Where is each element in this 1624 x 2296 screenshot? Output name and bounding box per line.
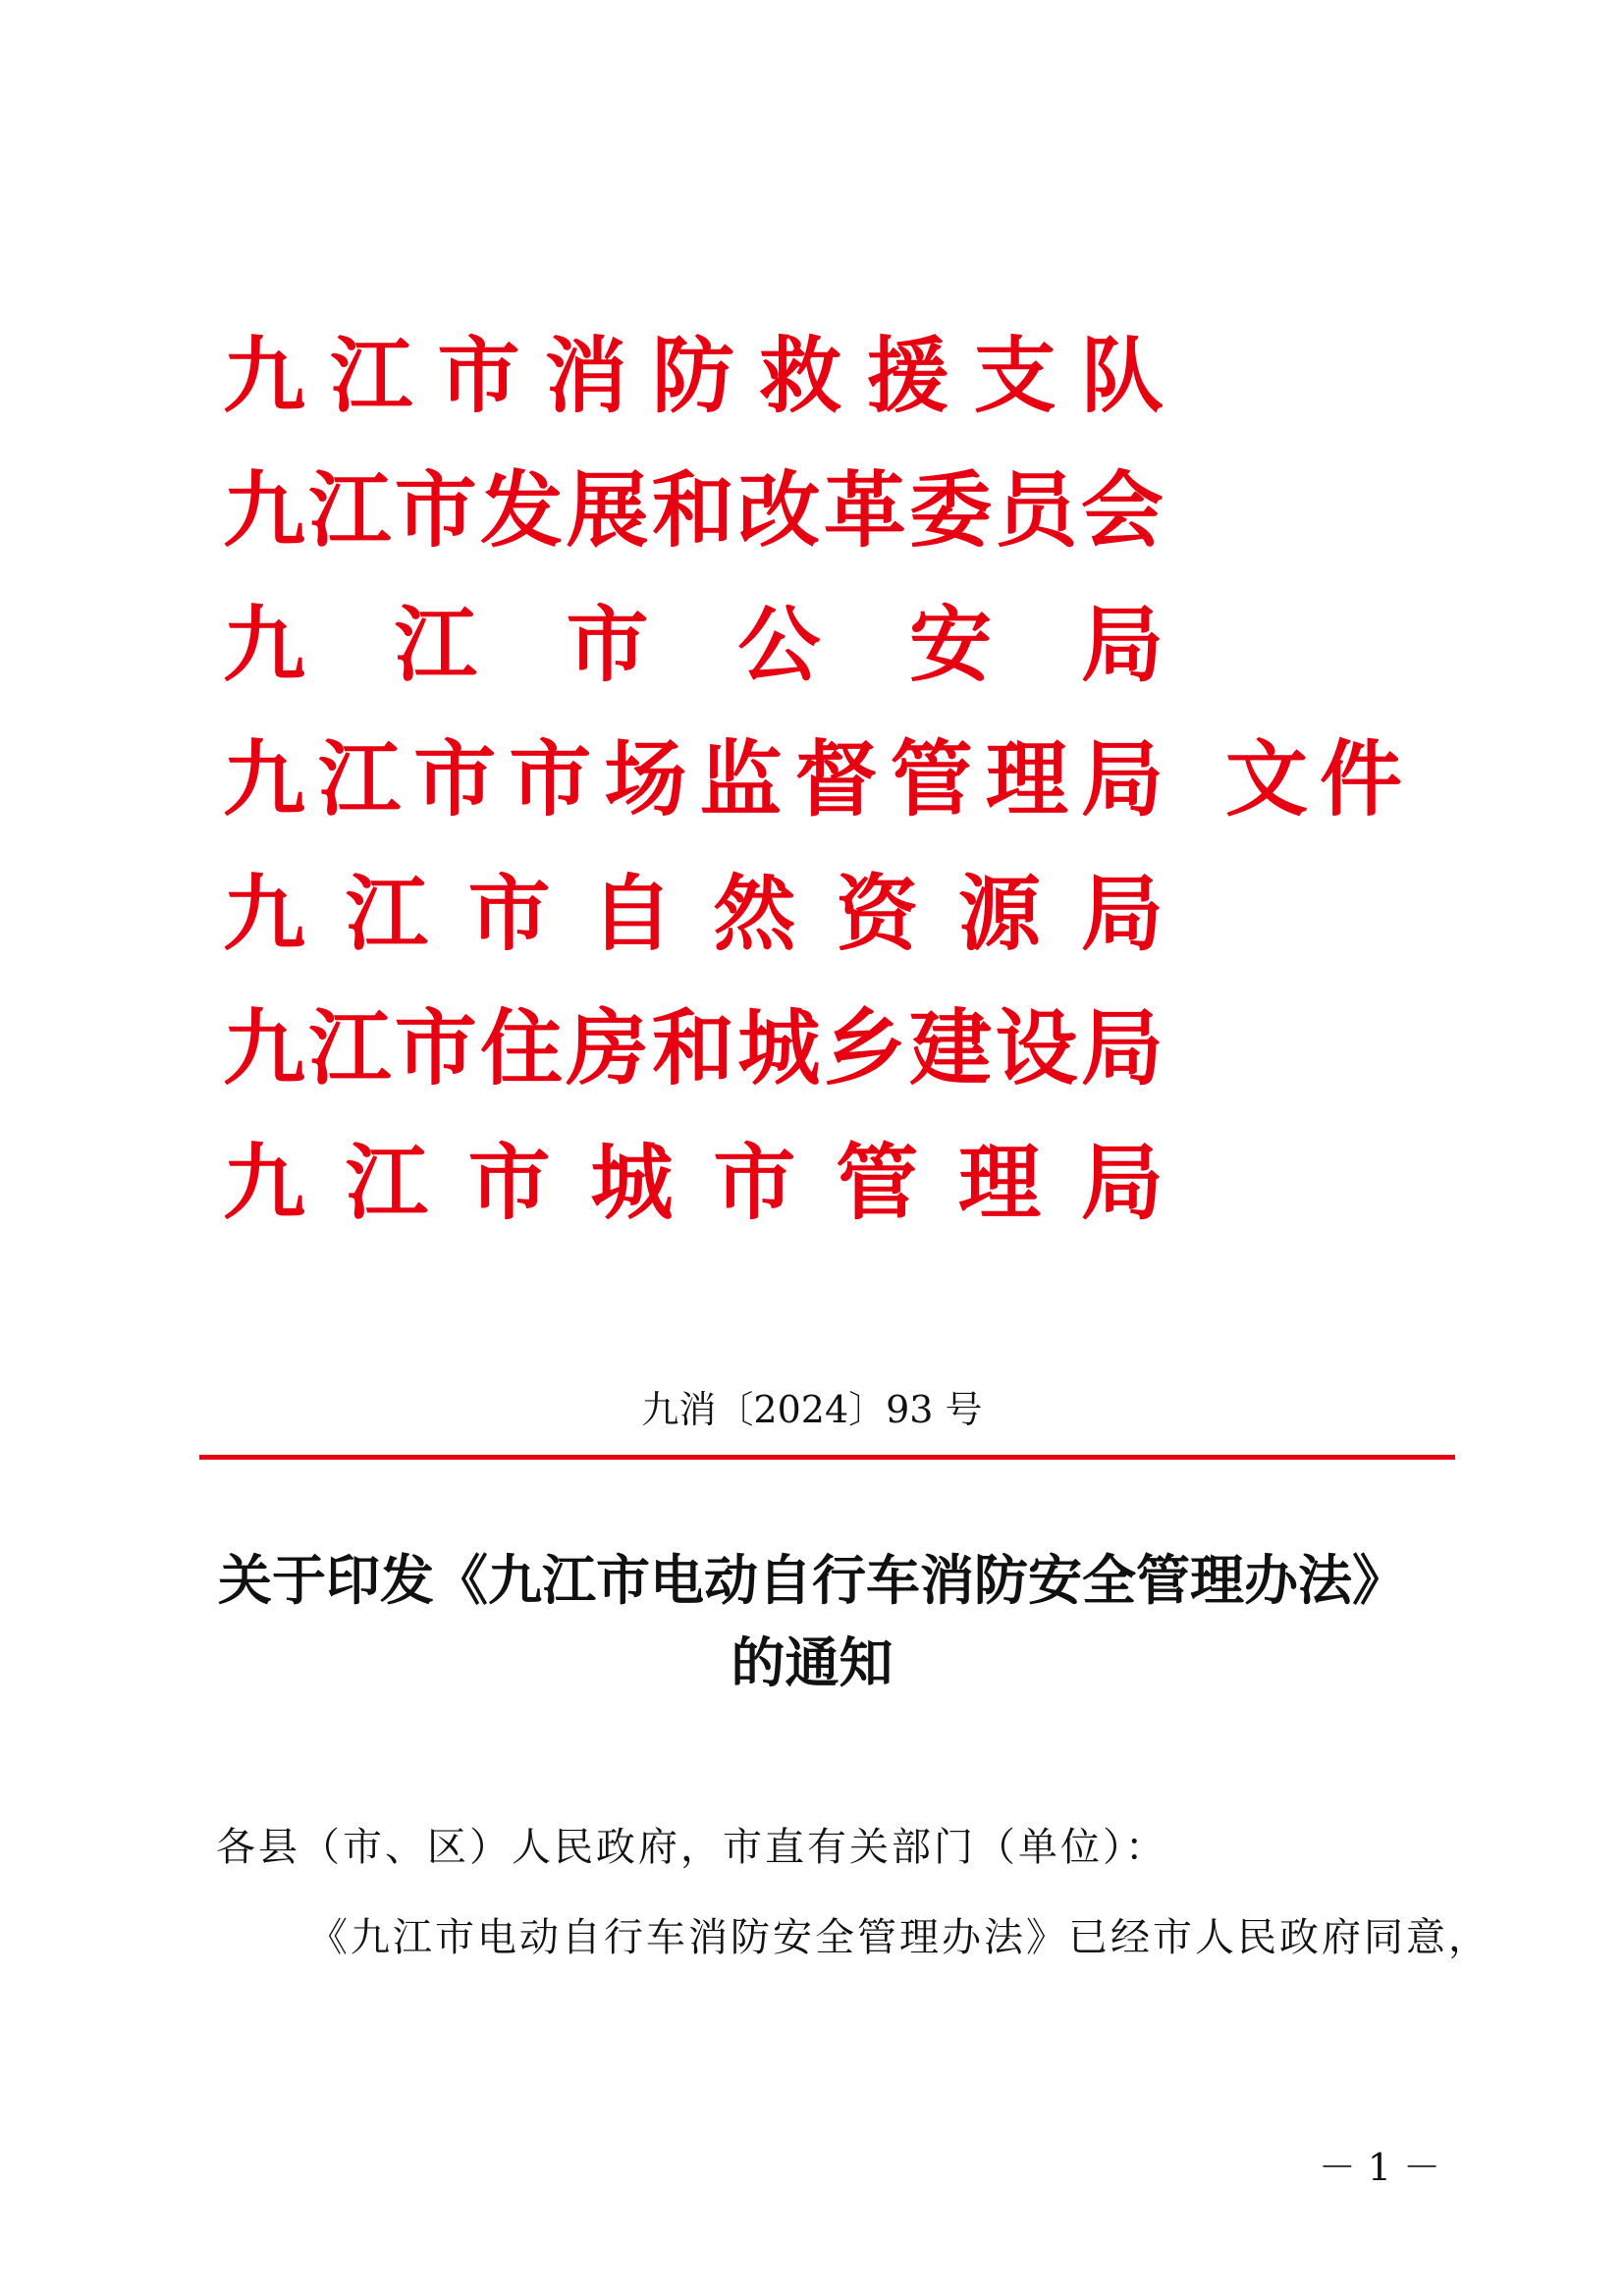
issuer-character: 市 xyxy=(713,1134,796,1231)
issuer-character: 市 xyxy=(566,596,649,693)
issuer-character: 资 xyxy=(836,865,919,962)
issuer-character: 自 xyxy=(590,865,674,962)
issuer-character: 江 xyxy=(345,865,428,962)
issuer-character: 局 xyxy=(1080,730,1164,828)
issuer-line xyxy=(222,856,1164,972)
issuer-character: 市 xyxy=(509,730,592,828)
issuer-character: 房 xyxy=(566,999,649,1096)
issuer-line xyxy=(222,1125,1164,1241)
issuer-line xyxy=(222,990,1164,1106)
issuer-line xyxy=(222,318,1164,434)
issuer-character: 员 xyxy=(995,461,1078,559)
issuer-character: 江 xyxy=(308,999,392,1096)
issuer-character: 展 xyxy=(566,461,649,559)
issuer-character: 九 xyxy=(222,999,305,1096)
issuer-character: 安 xyxy=(909,596,993,693)
issuer-character: 市 xyxy=(437,327,520,424)
document-title-line-2: 的通知 xyxy=(731,1630,893,1694)
issuer-character: 市 xyxy=(394,999,477,1096)
red-divider-line xyxy=(199,1455,1455,1460)
issuer-character: 九 xyxy=(222,865,305,962)
issuer-character: 公 xyxy=(737,596,821,693)
issuer-character: 局 xyxy=(1080,596,1164,693)
issuer-character: 革 xyxy=(823,461,906,559)
issuer-character: 市 xyxy=(467,865,551,962)
issuer-line xyxy=(222,587,1164,703)
issuer-character: 江 xyxy=(318,730,402,828)
issuer-character: 城 xyxy=(737,999,821,1096)
issuer-character: 防 xyxy=(651,327,734,424)
issuer-character: 市 xyxy=(413,730,497,828)
issuer-character: 支 xyxy=(973,327,1056,424)
issuer-character: 委 xyxy=(909,461,993,559)
issuer-character: 督 xyxy=(794,730,878,828)
issuer-character: 管 xyxy=(890,730,973,828)
issuer-character: 发 xyxy=(480,461,564,559)
document-body xyxy=(216,1802,1490,1983)
issuer-character: 管 xyxy=(836,1134,919,1231)
issuer-character: 救 xyxy=(759,327,842,424)
document-suffix: 文件 xyxy=(1225,730,1415,828)
issuer-character: 援 xyxy=(866,327,949,424)
issuer-character: 市 xyxy=(394,461,477,559)
issuer-character: 市 xyxy=(467,1134,551,1231)
issuer-character: 消 xyxy=(544,327,627,424)
issuer-character: 江 xyxy=(345,1134,428,1231)
issuer-character: 队 xyxy=(1080,327,1164,424)
issuer-character: 城 xyxy=(590,1134,674,1231)
issuer-character: 九 xyxy=(222,730,305,828)
issuer-character: 会 xyxy=(1080,461,1164,559)
issuer-character: 设 xyxy=(995,999,1078,1096)
issuer-character: 九 xyxy=(222,461,305,559)
issuer-character: 改 xyxy=(737,461,821,559)
issuer-character: 九 xyxy=(222,327,305,424)
issuer-character: 和 xyxy=(651,999,734,1096)
issuer-character: 局 xyxy=(1080,865,1164,962)
issuer-character: 江 xyxy=(394,596,477,693)
issuing-authorities xyxy=(222,318,1439,1270)
issuer-character: 九 xyxy=(222,1134,305,1231)
issuer-character: 乡 xyxy=(823,999,906,1096)
issuer-character: 江 xyxy=(308,461,392,559)
document-number: 九消〔2024〕93 号 xyxy=(641,1388,983,1431)
issuer-line xyxy=(222,721,1164,837)
document-title-line-1: 关于印发《九江市电动自行车消防安全管理办法》 xyxy=(217,1548,1406,1612)
issuer-character: 局 xyxy=(1080,1134,1164,1231)
issuer-character: 理 xyxy=(985,730,1068,828)
issuer-character: 和 xyxy=(651,461,734,559)
issuer-character: 住 xyxy=(480,999,564,1096)
issuer-character: 源 xyxy=(958,865,1042,962)
issuer-character: 九 xyxy=(222,596,305,693)
issuer-character: 建 xyxy=(909,999,993,1096)
salutation: 各县（市、区）人民政府，市直有关部门（单位）： xyxy=(216,1825,1167,1870)
document-title xyxy=(157,1539,1467,1704)
issuer-line xyxy=(222,453,1164,568)
issuer-character: 然 xyxy=(713,865,796,962)
body-paragraph: 《九江市电动自行车消防安全管理办法》已经市人民政府同意， xyxy=(308,1915,1490,1960)
issuer-character: 局 xyxy=(1080,999,1164,1096)
page-number: － 1 － xyxy=(1318,2146,1441,2189)
issuer-character: 监 xyxy=(699,730,783,828)
issuer-character: 场 xyxy=(604,730,687,828)
issuer-character: 江 xyxy=(330,327,413,424)
issuer-character: 理 xyxy=(958,1134,1042,1231)
